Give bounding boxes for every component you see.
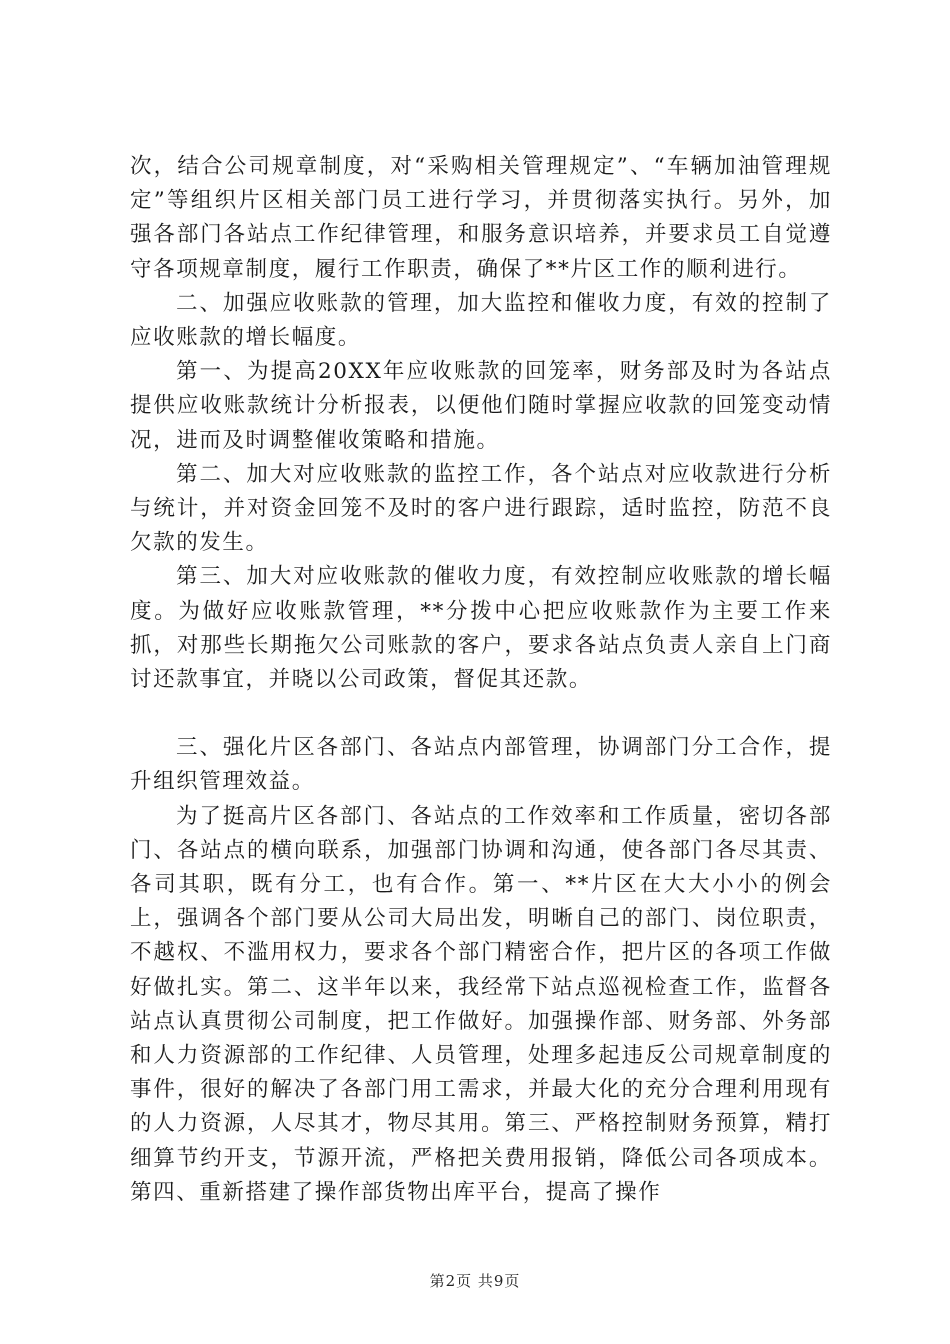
paragraph-2-heading-receivables: 二、加强应收账款的管理，加大监控和催收力度，有效的控制了应收账款的增长幅度。: [130, 290, 832, 351]
paragraph-gap: [130, 697, 832, 731]
paragraph-6-heading-management: 三、强化片区各部门、各站点内部管理，协调部门分工合作，提升组织管理效益。: [130, 735, 832, 795]
paragraph-7-body: 为了挺高片区各部门、各站点的工作效率和工作质量，密切各部门、各站点的横向联系，加强部门协调和沟通，使各部门各尽其责、各司其职，既有分工，也有合作。第一、**片区在大大小小的例会上，强调各个部门要从公司大局出发，明晰自己的部门、岗位职责，不越权、不滥用权力，要求各个部门精密合作，把片区的各项工作做好做扎实。第二、这半年以来，我经常下站点巡视检查工作，监督各站点认真贯彻公司制度，把工作做好。加强操作部、财务部、外务部和人力资源部的工作纪律、人员管理，处理多起违反公司规章制度的事件，很好的解决了各部门用工需求，并最大化的充分合理利用现有的人力资源，人尽其才，物尽其用。第三、严格控制财务预算，精打细算节约开支，节源开流，严格把关费用报销，降低公司各项成本。第四、重新搭建了操作部货物出库平台，提高了操作: [130, 803, 832, 1205]
paragraph-5-third: 第三、加大对应收账款的催收力度，有效控制应收账款的增长幅度。为做好应收账款管理，**分拨中心把应收账款作为主要工作来抓，对那些长期拖欠公司账款的客户，要求各站点负责人亲自上门商讨还款事宜，并晓以公司政策，督促其还款。: [130, 564, 832, 693]
page-number-footer: 第2页 共9页: [429, 1272, 521, 1290]
paragraph-1: 次，结合公司规章制度，对“采购相关管理规定”、“车辆加油管理规定”等组织片区相关部门员工进行学习，并贯彻落实执行。另外，加强各部门各站点工作纪律管理，和服务意识培养，并要求员工自觉遵守各项规章制度，履行工作职责，确保了**片区工作的顺利进行。: [130, 154, 832, 282]
paragraph-3-first: 第一、为提高20XX年应收账款的回笼率，财务部及时为各站点提供应收账款统计分析报表，以便他们随时掌握应收款的回笼变动情况，进而及时调整催收策略和措施。: [130, 359, 832, 453]
document-body: [130, 150, 832, 1210]
paragraph-4-second: 第二、加大对应收账款的监控工作，各个站点对应收款进行分析与统计，并对资金回笼不及时的客户进行跟踪，适时监控，防范不良欠款的发生。: [130, 461, 832, 556]
